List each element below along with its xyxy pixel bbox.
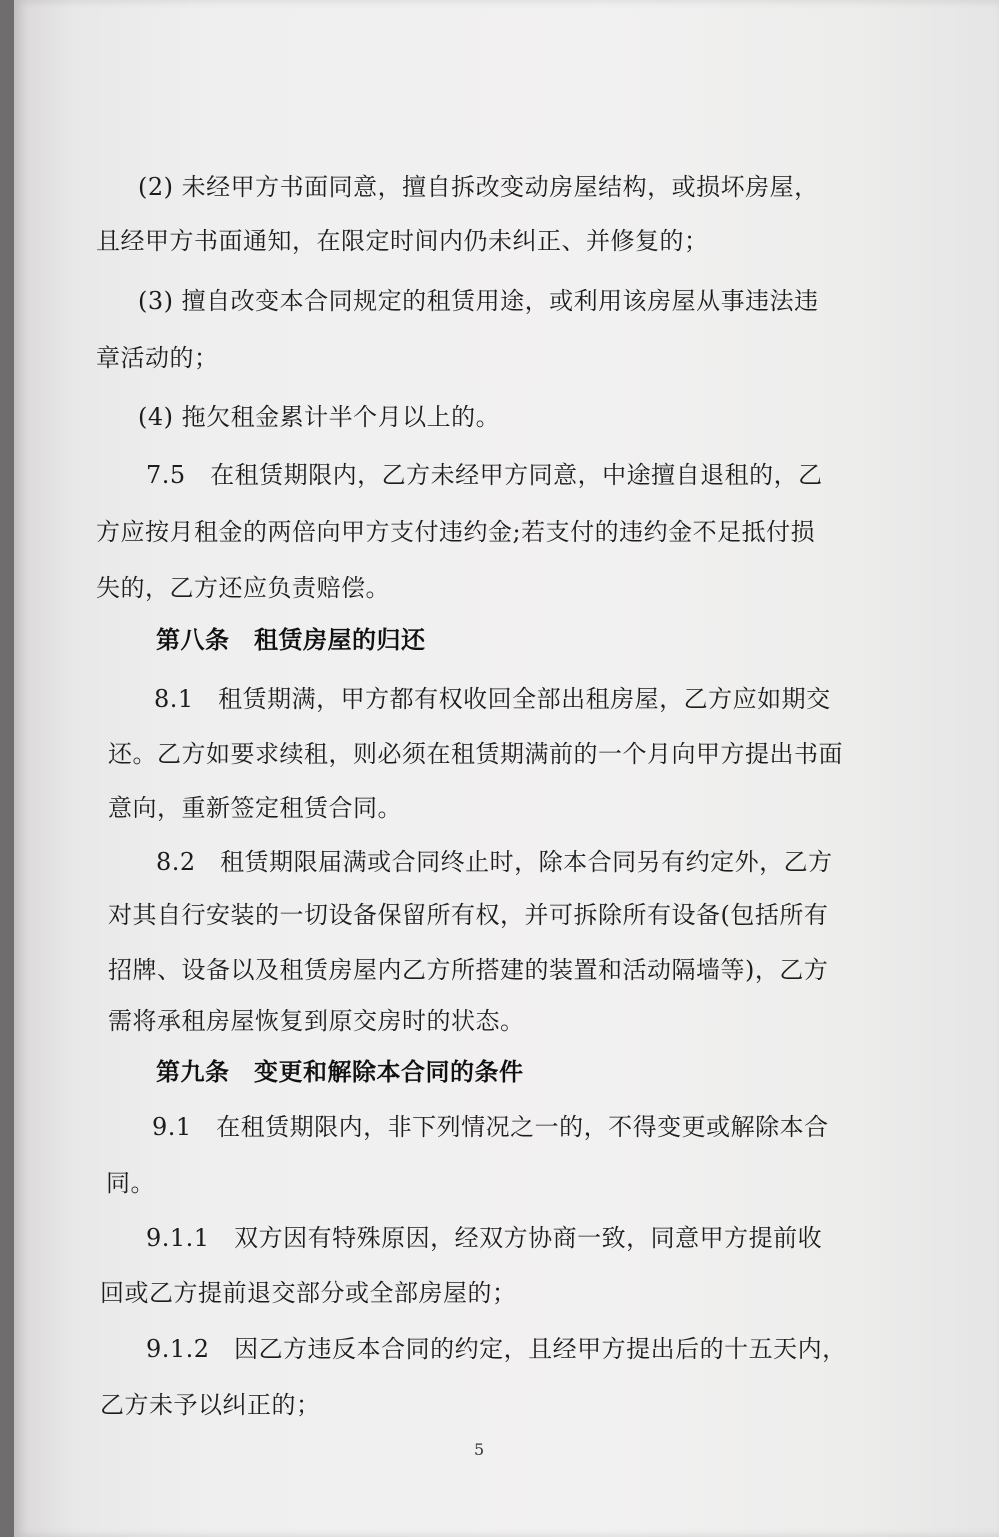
text-line: 回或乙方提前退交部分或全部房屋的；: [100, 1279, 517, 1307]
text-line: (2) 未经甲方书面同意，擅自拆改变动房屋结构，或损坏房屋，: [138, 173, 819, 201]
text-line: 且经甲方书面通知，在限定时间内仍未纠正、并修复的；: [96, 227, 709, 255]
text-line: 章活动的；: [96, 344, 219, 372]
text-line: 8.1 租赁期满，甲方都有权收回全部出租房屋，乙方应如期交: [154, 685, 831, 713]
text-line: 失的，乙方还应负责赔偿。: [96, 574, 390, 602]
text-line: 招牌、设备以及租赁房屋内乙方所搭建的装置和活动隔墙等)，乙方: [108, 956, 829, 984]
text-line: 8.2 租赁期限届满或合同终止时，除本合同另有约定外，乙方: [156, 848, 833, 876]
text-line: 需将承租房屋恢复到原交房时的状态。: [108, 1007, 525, 1035]
text-line: 意向，重新签定租赁合同。: [108, 794, 402, 822]
section-heading: 第八条 租赁房屋的归还: [156, 625, 426, 654]
text-line: 9.1.1 双方因有特殊原因，经双方协商一致，同意甲方提前收: [146, 1224, 823, 1252]
text-line: 9.1 在租赁期限内，非下列情况之一的，不得变更或解除本合: [152, 1113, 829, 1141]
text-line: 方应按月租金的两倍向甲方支付违约金;若支付的违约金不足抵付损: [96, 518, 816, 546]
text-line: 同。: [106, 1169, 155, 1197]
text-line: 乙方未予以纠正的；: [100, 1391, 321, 1419]
text-line: 对其自行安装的一切设备保留所有权，并可拆除所有设备(包括所有: [108, 901, 829, 929]
text-line: (4) 拖欠租金累计半个月以上的。: [138, 403, 501, 431]
text-line: 还。乙方如要求续租，则必须在租赁期满前的一个月向甲方提出书面: [108, 740, 843, 768]
text-line: 7.5 在租赁期限内，乙方未经甲方同意，中途擅自退租的，乙: [146, 461, 823, 489]
document-page: [14, 0, 999, 1537]
section-heading: 第九条 变更和解除本合同的条件: [156, 1057, 524, 1086]
text-line: (3) 擅自改变本合同规定的租赁用途，或利用该房屋从事违法违: [138, 287, 819, 315]
page-number: 5: [474, 1440, 485, 1459]
text-line: 9.1.2 因乙方违反本合同的约定，且经甲方提出后的十五天内，: [146, 1335, 847, 1363]
